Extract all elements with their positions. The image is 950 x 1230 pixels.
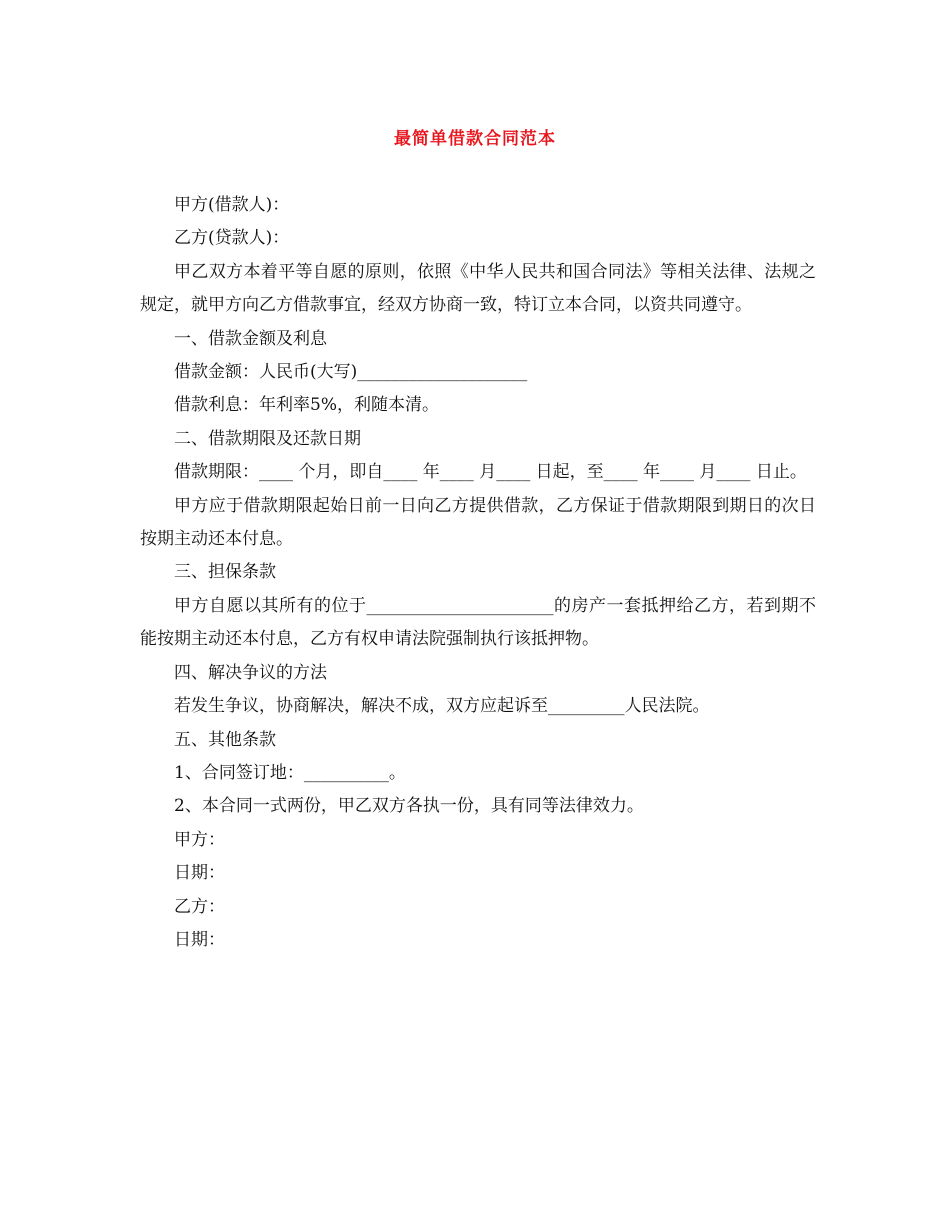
loan-term-paragraph: 借款期限：____ 个月，即自____ 年____ 月____ 日起，至____ 年____ 月____ 日止。 <box>174 462 807 483</box>
party-b-date-line: 日期： <box>174 929 225 950</box>
party-a-signature-line: 甲方： <box>174 829 225 850</box>
section-4-heading: 四、解决争议的方法 <box>174 662 327 683</box>
guarantee-paragraph: 甲方自愿以其所有的位于______________________的房产一套抵押给乙方，若到期不能按期主动还本付息，乙方有权申请法院强制执行该抵押物。 <box>140 595 816 650</box>
preamble-paragraph: 甲乙双方本着平等自愿的原则，依照《中华人民共和国合同法》等相关法律、法规之规定，就甲方向乙方借款事宜，经双方协商一致，特订立本合同，以资共同遵守。 <box>140 261 816 316</box>
document-body <box>140 189 816 957</box>
section-2-heading: 二、借款期限及还款日期 <box>174 428 361 449</box>
section-5-heading: 五、其他条款 <box>174 729 276 750</box>
loan-interest-line: 借款利息：年利率5%，利随本清。 <box>174 395 439 416</box>
party-b-signature-line: 乙方： <box>174 896 225 917</box>
copies-line: 2、本合同一式两份，甲乙双方各执一份，具有同等法律效力。 <box>174 796 644 817</box>
loan-amount-line: 借款金额：人民币(大写)____________________ <box>174 362 528 383</box>
section-1-heading: 一、借款金额及利息 <box>174 328 327 349</box>
document-title: 最简单借款合同范本 <box>394 129 556 149</box>
section-3-heading: 三、担保条款 <box>174 562 276 583</box>
party-b-line: 乙方(贷款人)： <box>174 228 290 249</box>
party-a-line: 甲方(借款人)： <box>174 195 290 215</box>
party-a-date-line: 日期： <box>174 863 225 884</box>
repayment-paragraph: 甲方应于借款期限起始日前一日向乙方提供借款，乙方保证于借款期限到期日的次日按期主动还本付息。 <box>140 495 816 550</box>
dispute-paragraph: 若发生争议，协商解决，解决不成，双方应起诉至_________人民法院。 <box>174 696 710 717</box>
signing-place-line: 1、合同签订地：__________。 <box>174 762 406 783</box>
